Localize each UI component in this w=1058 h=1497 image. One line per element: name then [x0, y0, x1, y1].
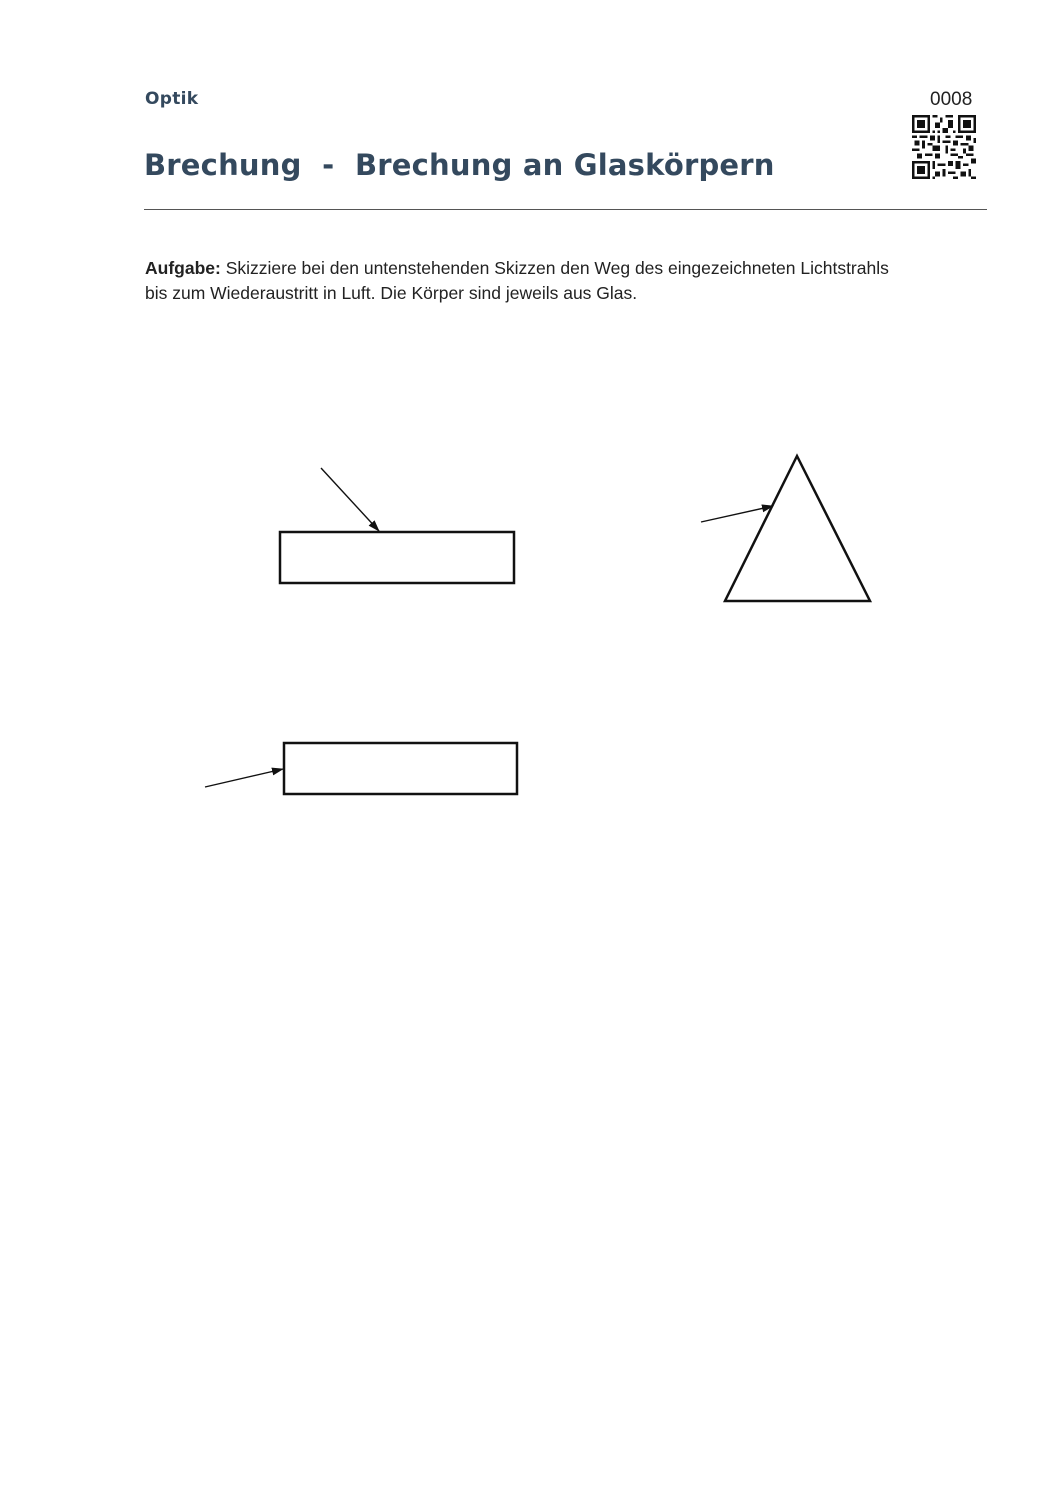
subject-label: Optik — [145, 89, 199, 109]
glass-block-2 — [284, 743, 517, 794]
light-ray-2 — [701, 506, 773, 522]
glass-prism — [725, 456, 870, 601]
light-ray-1 — [321, 468, 379, 531]
task-line-2: bis zum Wiederaustritt in Luft. Die Körper sind jeweils aus Glas. — [145, 283, 638, 303]
document-number: 0008 — [930, 89, 973, 110]
task-label: Aufgabe: — [145, 258, 221, 278]
light-ray-3 — [205, 769, 283, 787]
page-title: Brechung - Brechung an Glaskörpern — [144, 148, 775, 182]
glass-block-1 — [280, 532, 514, 583]
task-line-1: Skizziere bei den untenstehenden Skizzen den Weg des eingezeichneten Lichtstrahls — [225, 258, 889, 278]
